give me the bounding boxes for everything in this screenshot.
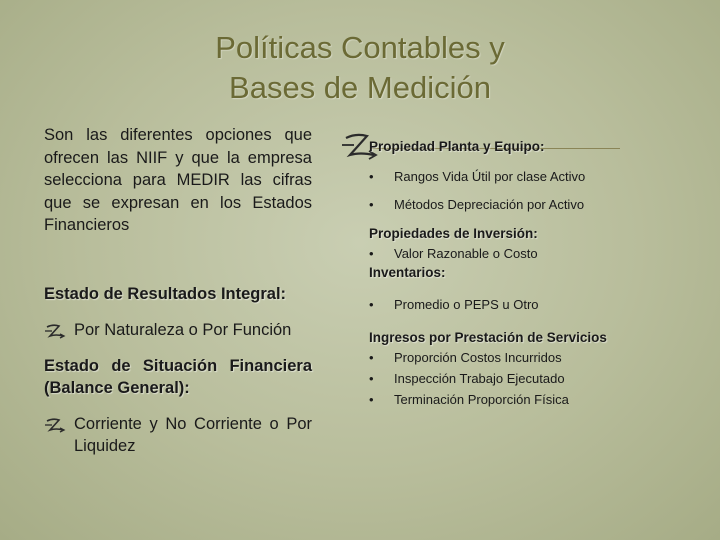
list-item [369,368,669,389]
script-z-arrow-icon [44,416,66,434]
bullet: • [369,371,374,386]
list-item [369,166,669,187]
inv-item-1: Valor Razonable o Costo [394,246,538,261]
title-line-1: Políticas Contables y [215,30,505,65]
inventarios-item-1: Promedio o PEPS u Otro [394,297,539,312]
ppe-item-1: Rangos Vida Útil por clase Activo [394,169,586,184]
bullet: • [369,246,374,261]
bullet: • [369,350,374,365]
item-integral-text: Por Naturaleza o Por Función [74,320,292,339]
list-item-situacion [44,413,312,457]
bullet: • [369,297,374,312]
bullet: • [369,392,374,407]
heading-inventarios: Inventarios: [369,265,446,280]
heading-estado-resultados: Estado de Resultados Integral: [44,284,287,303]
item-situacion-text: Corriente y No Corriente o Por Liquidez [74,414,312,455]
heading-estado-situacion: Estado de Situación Financiera (Balance General): [44,356,312,397]
list-item [369,194,669,215]
ingresos-item-1: Proporción Costos Incurridos [394,350,562,365]
bullet: • [369,169,374,184]
right-column [369,138,669,410]
ppe-item-2: Métodos Depreciación por Activo [394,197,585,212]
script-z-arrow-icon [44,322,66,340]
ingresos-item-2: Inspección Trabajo Ejecutado [394,371,565,386]
ingresos-item-3: Terminación Proporción Física [394,392,569,407]
list-item [369,389,669,410]
left-column [44,124,312,457]
bullet: • [369,197,374,212]
title-line-2: Bases de Medición [229,70,491,105]
intro-paragraph: Son las diferentes opciones que ofrecen las NIIF y que la empresa selecciona para MEDIR las cifras que se expresan en los Estados Financieros [44,126,312,234]
heading-ppe: Propiedad Planta y Equipo: [369,139,545,154]
list-item [369,294,669,315]
list-item-integral [44,319,312,341]
list-item [369,347,669,368]
list-item [369,243,669,264]
slide-title [90,28,630,108]
heading-propiedades-inversion: Propiedades de Inversión: [369,226,538,241]
heading-ingresos: Ingresos por Prestación de Servicios [369,330,607,345]
